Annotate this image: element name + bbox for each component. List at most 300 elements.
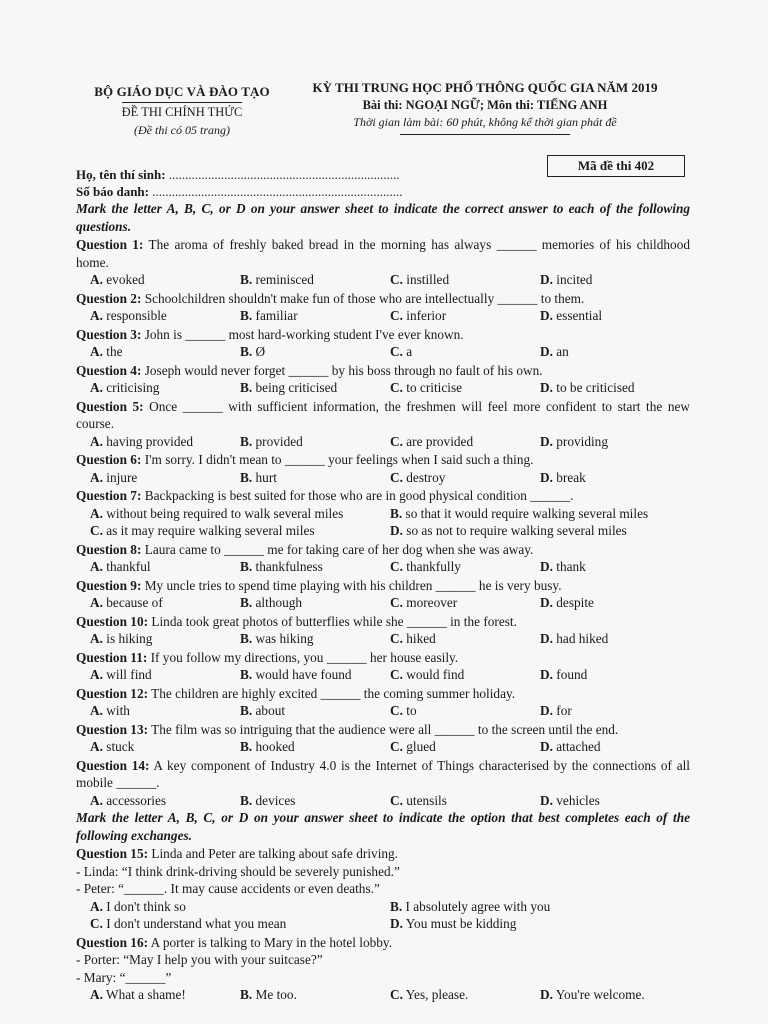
candidate-id-label: Số báo danh: [76, 184, 149, 199]
option-c [90, 915, 390, 933]
candidate-info [76, 166, 402, 200]
option-text: had hiked [556, 631, 609, 646]
option-text: devices [255, 792, 296, 808]
option-a [90, 433, 240, 451]
option-text: Yes, please. [405, 987, 469, 1002]
option-text: was hiking [255, 631, 314, 646]
option-d [540, 343, 690, 361]
option-letter: D. [540, 631, 553, 646]
option-b [390, 505, 690, 523]
option-letter: D. [540, 380, 553, 395]
option-text: I don't understand what you mean [106, 916, 287, 931]
candidate-name-row [76, 166, 402, 183]
question-text: John is ______ most hard-working student I've ever known. [141, 326, 464, 342]
question-stem [76, 451, 690, 469]
option-text: for [556, 703, 572, 718]
page-count: (Đề thi có 05 trang) [134, 123, 230, 137]
option-text: the [106, 344, 123, 359]
answer-options [76, 307, 690, 325]
option-a [90, 469, 240, 487]
question-item [76, 451, 690, 486]
exchange-stem [76, 845, 690, 863]
question-stem [76, 398, 690, 433]
option-text: would find [406, 667, 465, 682]
option-letter: C. [390, 631, 403, 646]
option-letter: B. [240, 667, 253, 682]
option-letter: D. [390, 523, 403, 538]
question-item [76, 362, 690, 397]
option-d [390, 522, 690, 540]
candidate-name-label: Họ, tên thí sinh: [76, 167, 166, 182]
option-letter: D. [540, 344, 553, 359]
option-text: provided [255, 433, 303, 449]
option-letter: C. [390, 559, 403, 574]
option-letter: C. [90, 916, 103, 931]
option-text: incited [556, 272, 593, 287]
answer-options [76, 558, 690, 576]
option-b [240, 307, 390, 325]
option-text: stuck [106, 739, 135, 754]
instruction-part2: Mark the letter A, B, C, or D on your answer sheet to indicate the option that best completes each of the following exchanges. [76, 810, 690, 843]
option-letter: A. [90, 380, 103, 395]
option-letter: B. [240, 344, 253, 359]
answer-options [76, 522, 690, 540]
option-letter: D. [540, 308, 553, 323]
dialogue-line: - Mary: “______” [76, 969, 172, 985]
exam-time: Thời gian làm bài: 60 phút, không kể thời gian phát đề [353, 115, 617, 129]
option-letter: C. [390, 595, 403, 610]
option-d [540, 986, 690, 1004]
option-letter: B. [240, 308, 253, 323]
option-letter: B. [390, 505, 403, 521]
candidate-name-dots: ....................................................................... [165, 167, 400, 182]
option-letter: D. [540, 469, 553, 485]
answer-options [76, 505, 690, 523]
question-item [76, 236, 690, 289]
question-item [76, 398, 690, 451]
question-number: Question 9: [76, 577, 142, 593]
option-b [390, 898, 690, 916]
exam-body [76, 200, 690, 1004]
option-letter: D. [540, 272, 553, 287]
option-letter: D. [540, 703, 553, 718]
option-letter: D. [540, 792, 553, 808]
option-letter: C. [390, 272, 403, 287]
question-number: Question 6: [76, 452, 142, 467]
option-d [540, 558, 690, 576]
option-d [390, 915, 690, 933]
question-item [76, 326, 690, 361]
option-c [390, 379, 540, 397]
header-underline [400, 134, 570, 135]
option-text: instilled [406, 272, 450, 287]
option-b [240, 271, 390, 289]
option-text: so that it would require walking several miles [405, 505, 649, 521]
answer-options [76, 469, 690, 487]
option-letter: A. [90, 667, 103, 682]
option-d [540, 666, 690, 684]
option-b [240, 594, 390, 612]
option-text: hurt [255, 469, 277, 485]
option-text: hooked [255, 739, 295, 754]
option-d [540, 271, 690, 289]
question-text: A key component of Industry 4.0 is the Internet of Things characterised by the connections of all mobile ______. [76, 757, 690, 790]
option-text: an [556, 344, 569, 359]
candidate-id-row [76, 183, 402, 200]
question-stem [76, 362, 690, 380]
option-text: I absolutely agree with you [405, 898, 551, 914]
question-stem [76, 757, 690, 792]
option-text: about [255, 703, 286, 718]
option-d [540, 307, 690, 325]
option-a [90, 343, 240, 361]
question-text: I'm sorry. I didn't mean to ______ your feelings when I said such a thing. [141, 452, 534, 467]
option-letter: C. [390, 380, 403, 395]
question-item [76, 613, 690, 648]
question-text: Linda and Peter are talking about safe driving. [148, 846, 399, 861]
question-text: Laura came to ______ me for taking care of her dog when she was away. [141, 541, 534, 557]
option-text: to be criticised [556, 380, 635, 395]
option-text: familiar [255, 308, 298, 323]
exam-code-box: Mã đề thi 402 [547, 155, 685, 177]
question-stem [76, 577, 690, 595]
option-a [90, 594, 240, 612]
question-text: My uncle tries to spend time playing with his children ______ he is very busy. [141, 577, 562, 593]
option-d [540, 433, 690, 451]
question-text: Schoolchildren shouldn't make fun of those who are intellectually ______ to them. [141, 290, 585, 306]
question-item [76, 685, 690, 720]
dialogue-line: - Porter: “May I help you with your suitcase?” [76, 952, 323, 967]
question-stem [76, 613, 690, 631]
option-a [90, 898, 390, 916]
option-a [90, 702, 240, 720]
option-letter: A. [90, 433, 103, 449]
question-number: Question 14: [76, 757, 150, 773]
question-list [76, 236, 690, 809]
question-text: Linda took great photos of butterflies while she ______ in the forest. [148, 613, 517, 629]
option-text: as it may require walking several miles [106, 523, 315, 538]
answer-options [76, 379, 690, 397]
option-c [390, 343, 540, 361]
question-stem [76, 541, 690, 559]
exchange-stem [76, 934, 690, 952]
option-a [90, 558, 240, 576]
option-text: attached [556, 739, 601, 754]
option-text: a [406, 344, 413, 359]
question-text: The children are highly excited ______ the coming summer holiday. [148, 685, 516, 701]
option-letter: D. [540, 559, 553, 574]
option-text: with [106, 703, 130, 718]
question-stem [76, 236, 690, 271]
option-letter: A. [90, 792, 103, 808]
option-c [390, 307, 540, 325]
option-a [90, 630, 240, 648]
question-text: The film was so intriguing that the audience were all ______ to the screen until the end. [148, 721, 619, 737]
option-letter: C. [390, 308, 403, 323]
option-text: utensils [406, 792, 447, 808]
option-text: evoked [106, 272, 145, 287]
option-text: inferior [406, 308, 447, 323]
option-text: responsible [106, 308, 167, 323]
exam-subject: Bài thi: NGOẠI NGỮ; Môn thi: TIẾNG ANH [362, 98, 608, 112]
option-letter: B. [240, 595, 253, 610]
option-text: destroy [406, 469, 446, 485]
question-number: Question 13: [76, 721, 149, 737]
question-number: Question 2: [76, 290, 142, 306]
option-text: Ø [255, 344, 266, 359]
question-number: Question 15: [76, 846, 149, 861]
option-text: Me too. [255, 987, 297, 1002]
header-left [76, 84, 288, 138]
option-letter: C. [390, 703, 403, 718]
answer-options [76, 343, 690, 361]
option-a [90, 738, 240, 756]
option-d [540, 379, 690, 397]
option-letter: B. [240, 703, 253, 718]
option-b [240, 433, 390, 451]
answer-options [76, 898, 690, 916]
option-text: having provided [106, 433, 194, 449]
question-number: Question 4: [76, 362, 142, 378]
header-right [295, 80, 675, 135]
option-letter: A. [90, 739, 103, 754]
option-text: accessories [106, 792, 167, 808]
option-text: to criticise [406, 380, 463, 395]
option-letter: A. [90, 595, 103, 610]
option-letter: B. [240, 792, 253, 808]
option-letter: A. [90, 898, 103, 914]
option-text: injure [106, 469, 138, 485]
option-text: despite [556, 595, 594, 610]
question-number: Question 1: [76, 237, 144, 252]
answer-options [76, 271, 690, 289]
exam-title: KỲ THI TRUNG HỌC PHỔ THÔNG QUỐC GIA NĂM 2019 [312, 80, 658, 95]
option-b [240, 469, 390, 487]
option-text: will find [106, 667, 152, 682]
option-c [390, 594, 540, 612]
question-number: Question 12: [76, 685, 149, 701]
option-letter: D. [540, 595, 553, 610]
option-c [90, 522, 390, 540]
option-letter: B. [240, 272, 253, 287]
option-text: essential [556, 308, 603, 323]
option-text: without being required to walk several miles [106, 505, 344, 521]
option-d [540, 630, 690, 648]
option-letter: A. [90, 308, 103, 323]
option-text: thank [556, 559, 586, 574]
option-letter: D. [540, 433, 553, 449]
question-item [76, 577, 690, 612]
option-b [240, 666, 390, 684]
option-b [240, 702, 390, 720]
option-letter: C. [90, 523, 103, 538]
option-text: would have found [255, 667, 352, 682]
option-letter: B. [240, 433, 253, 449]
question-text: Once ______ with sufficient information, the freshmen will feel more confident to start the new course. [76, 398, 690, 431]
option-letter: C. [390, 433, 403, 449]
option-text: found [556, 667, 588, 682]
option-text: although [255, 595, 303, 610]
option-d [540, 702, 690, 720]
option-letter: A. [90, 505, 103, 521]
question-text: Backpacking is best suited for those who are in good physical condition ______. [141, 488, 574, 503]
question-stem [76, 326, 690, 344]
exchange-item [76, 934, 690, 1004]
option-letter: A. [90, 559, 103, 574]
option-letter: B. [390, 898, 403, 914]
answer-options [76, 666, 690, 684]
option-letter: D. [540, 739, 553, 754]
option-letter: A. [90, 987, 103, 1002]
option-a [90, 986, 240, 1004]
answer-options [76, 630, 690, 648]
option-d [540, 792, 690, 810]
candidate-id-dots: ............................................................................. [148, 184, 403, 199]
option-b [240, 738, 390, 756]
question-text: Joseph would never forget ______ by his boss through no fault of his own. [141, 362, 543, 378]
option-b [240, 558, 390, 576]
option-letter: A. [90, 272, 103, 287]
question-number: Question 5: [76, 398, 144, 414]
option-c [390, 630, 540, 648]
question-item [76, 757, 690, 810]
option-letter: B. [240, 559, 253, 574]
official-label: ĐỀ THI CHÍNH THỨC [122, 102, 243, 120]
option-letter: D. [540, 987, 553, 1002]
option-letter: A. [90, 631, 103, 646]
option-letter: B. [240, 739, 253, 754]
option-letter: D. [540, 667, 553, 682]
answer-options [76, 792, 690, 810]
answer-options [76, 915, 690, 933]
option-text: vehicles [556, 792, 600, 808]
option-text: providing [556, 433, 608, 449]
option-text: I don't think so [106, 898, 186, 914]
option-c [390, 666, 540, 684]
option-letter: A. [90, 469, 103, 485]
option-c [390, 702, 540, 720]
answer-options [76, 986, 690, 1004]
option-text: moreover [406, 595, 458, 610]
question-item [76, 487, 690, 540]
dialogue-line: - Linda: “I think drink-driving should be severely punished.” [76, 863, 400, 879]
question-number: Question 10: [76, 613, 149, 629]
option-c [390, 271, 540, 289]
option-text: What a shame! [106, 987, 186, 1002]
question-stem [76, 685, 690, 703]
question-item [76, 290, 690, 325]
option-letter: A. [90, 344, 103, 359]
question-item [76, 649, 690, 684]
option-letter: B. [240, 469, 253, 485]
question-stem [76, 721, 690, 739]
question-stem [76, 290, 690, 308]
option-b [240, 343, 390, 361]
question-text: If you follow my directions, you ______ her house easily. [147, 649, 459, 665]
option-text: so as not to require walking several miles [406, 523, 627, 538]
answer-options [76, 594, 690, 612]
question-number: Question 16: [76, 934, 149, 950]
question-stem [76, 649, 690, 667]
ministry-name: BỘ GIÁO DỤC VÀ ĐÀO TẠO [94, 84, 270, 99]
option-a [90, 505, 390, 523]
option-d [540, 469, 690, 487]
option-text: thankful [106, 559, 151, 574]
question-number: Question 3: [76, 326, 142, 342]
option-b [240, 379, 390, 397]
option-text: being criticised [255, 380, 338, 395]
option-letter: C. [390, 344, 403, 359]
question-item [76, 541, 690, 576]
option-text: are provided [406, 433, 474, 449]
question-text: A porter is talking to Mary in the hotel lobby. [148, 934, 393, 950]
option-letter: C. [390, 792, 403, 808]
option-letter: C. [390, 667, 403, 682]
option-letter: B. [240, 631, 253, 646]
option-text: break [556, 469, 586, 485]
question-number: Question 8: [76, 541, 142, 557]
question-number: Question 7: [76, 488, 142, 503]
option-b [240, 630, 390, 648]
question-stem [76, 487, 690, 505]
option-c [390, 558, 540, 576]
option-letter: B. [240, 987, 253, 1002]
option-text: You must be kidding [405, 916, 517, 931]
option-c [390, 792, 540, 810]
option-a [90, 307, 240, 325]
option-text: because of [106, 595, 163, 610]
option-text: is hiking [106, 631, 153, 646]
option-a [90, 379, 240, 397]
option-c [390, 986, 540, 1004]
option-text: thankfully [406, 559, 461, 574]
option-letter: C. [390, 469, 403, 485]
question-text: The aroma of freshly baked bread in the morning has always ______ memories of his childhood home. [76, 237, 690, 270]
option-c [390, 738, 540, 756]
option-letter: D. [390, 916, 403, 931]
exchange-item [76, 845, 690, 933]
option-a [90, 792, 240, 810]
option-text: hiked [406, 631, 436, 646]
exchange-list [76, 845, 690, 1004]
question-item [76, 721, 690, 756]
option-b [240, 986, 390, 1004]
option-d [540, 594, 690, 612]
option-letter: A. [90, 703, 103, 718]
option-a [90, 271, 240, 289]
option-a [90, 666, 240, 684]
option-letter: C. [390, 739, 403, 754]
answer-options [76, 702, 690, 720]
answer-options [76, 738, 690, 756]
option-b [240, 792, 390, 810]
instruction-part1: Mark the letter A, B, C, or D on your answer sheet to indicate the correct answer to each of the following questions. [76, 201, 690, 234]
dialogue-line: - Peter: “______. It may cause accidents or even deaths.” [76, 881, 380, 896]
option-letter: C. [390, 987, 403, 1002]
option-text: glued [406, 739, 436, 754]
option-text: You're welcome. [555, 987, 645, 1002]
option-text: reminisced [255, 272, 314, 287]
option-text: criticising [106, 380, 160, 395]
option-letter: B. [240, 380, 253, 395]
option-c [390, 469, 540, 487]
option-c [390, 433, 540, 451]
option-text: to [406, 703, 417, 718]
option-text: thankfulness [255, 559, 323, 574]
question-number: Question 11: [76, 649, 148, 665]
option-d [540, 738, 690, 756]
answer-options [76, 433, 690, 451]
